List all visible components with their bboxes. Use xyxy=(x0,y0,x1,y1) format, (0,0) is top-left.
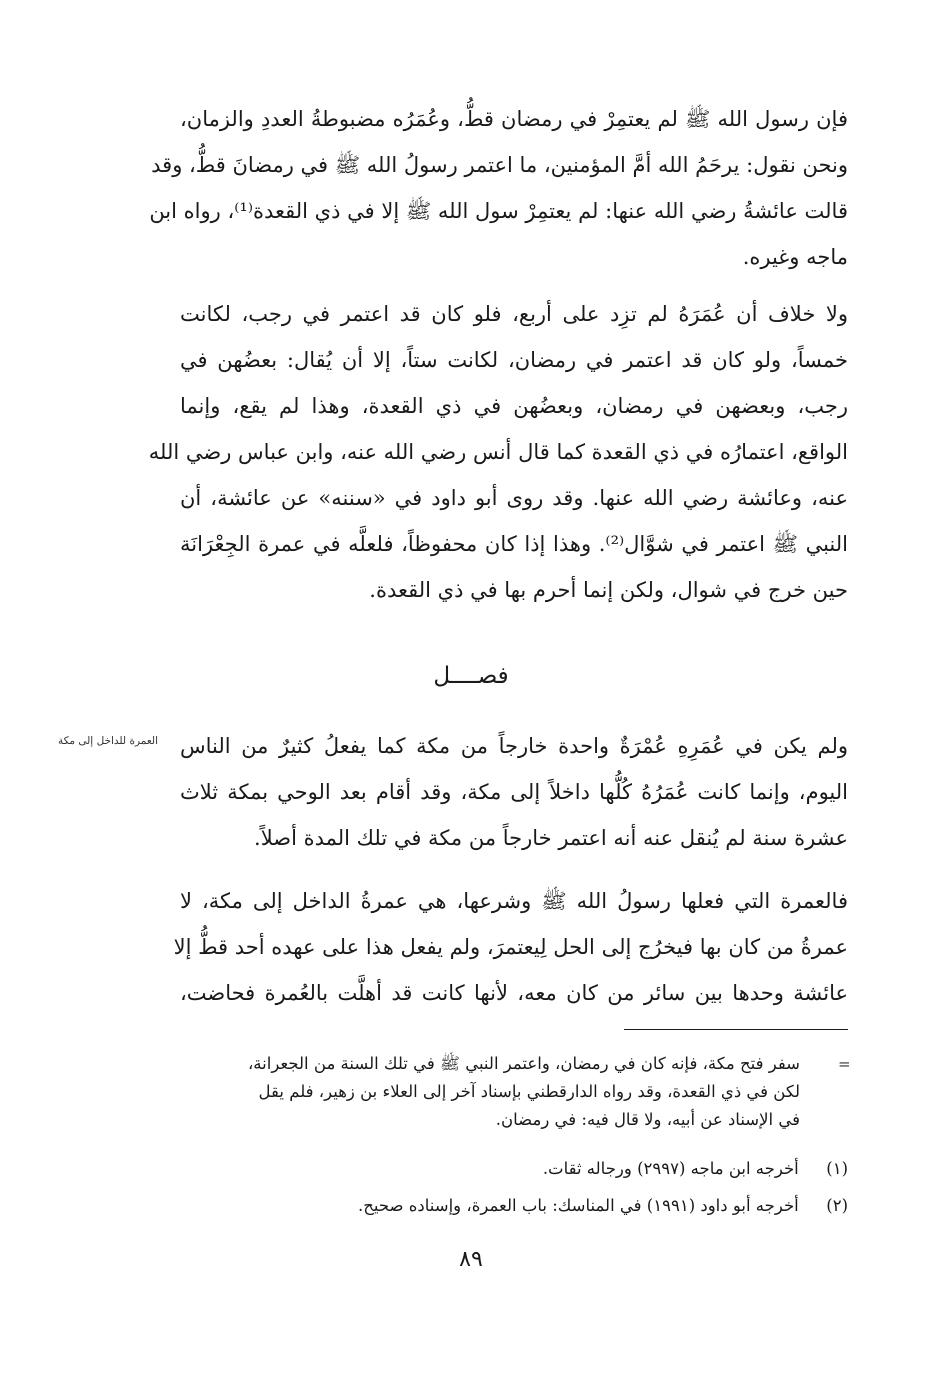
footnote-number: (١) xyxy=(826,1159,848,1178)
text-line: رجب، وبعضهن في رمضان، وبعضُهن في ذي القعدة، وهذا لم يقع، وإنما xyxy=(180,394,848,418)
text-line: ولا خلاف أن عُمَرَهُ لم تزِد على أربع، فلو كان قد اعتمر في رجب، لكانت xyxy=(180,302,848,326)
paragraph-2 xyxy=(148,291,848,613)
footnote-divider xyxy=(624,1029,848,1030)
text-line: قالت عائشةُ رضي الله عنها: لم يعتمِرْ سول الله ﷺ إلا في ذي القعدة⁽¹⁾، رواه ابن xyxy=(149,199,848,223)
footnote-text: أخرجه ابن ماجه (٢٩٩٧) ورجاله ثقات. xyxy=(542,1159,799,1178)
footnote-1 xyxy=(180,1155,848,1183)
text-line: ماجه وغيره. xyxy=(742,245,848,269)
text-line: عمرةُ من كان بها فيخرُج إلى الحل لِيعتمرَ، ولم يفعل هذا على عهده أحد قطُّ إلا xyxy=(173,935,848,959)
text-line: عشرة سنة لم يُنقل عنه أنه اعتمر خارجاً من مكة في تلك المدة أصلاً. xyxy=(254,826,848,850)
text-line: فإن رسول الله ﷺ لم يعتمِرْ في رمضان قطُّ، وعُمَرُه مضبوطةُ العددِ والزمان، xyxy=(180,107,848,131)
text-line: عائشة وحدها بين سائر من كان معه، لأنها كانت قد أهلَّت بالعُمرة فحاضت، xyxy=(180,981,848,1005)
text-line: الواقع، اعتمارُه في ذي القعدة كما قال أنس رضي الله عنه، وابن عباس رضي الله xyxy=(148,440,848,464)
footnote-line: في الإسناد عن أبيه، ولا قال فيه: في رمضان. xyxy=(495,1110,800,1129)
paragraph-1 xyxy=(149,96,848,280)
text-line: عنه، وعائشة رضي الله عنها. وقد روى أبو داود في «سننه» عن عائشة، أن xyxy=(180,486,848,510)
footnote-text: أخرجه أبو داود (١٩٩١) في المناسك: باب العمرة، وإسناده صحيح. xyxy=(357,1196,799,1215)
paragraph-3 xyxy=(180,723,848,861)
footnote-2 xyxy=(180,1192,848,1220)
text-line: ولم يكن في عُمَرِهِ عُمْرَةٌ واحدة خارجاً من مكة كما يفعلُ كثيرٌ من الناس xyxy=(180,734,848,758)
text-line: فالعمرة التي فعلها رسولُ الله ﷺ وشرعها، هي عمرةُ الداخل إلى مكة، لا xyxy=(180,889,848,913)
footnote-continuation-marker: = xyxy=(838,1055,851,1073)
margin-note: العمرة للداخل إلى مكة xyxy=(57,735,158,747)
footnote-continuation xyxy=(180,1050,800,1134)
paragraph-4 xyxy=(173,878,848,1016)
text-line: حين خرج في شوال، ولكن إنما أحرم بها في ذي القعدة. xyxy=(369,578,848,602)
text-line: اليوم، وإنما كانت عُمَرُهُ كُلُّها داخلاً إلى مكة، وقد أقام بعد الوحي بمكة ثلاث xyxy=(180,780,848,804)
footnote-number: (٢) xyxy=(826,1196,848,1215)
text-line: النبي ﷺ اعتمر في شوَّال⁽²⁾. وهذا إذا كان محفوظاً، فلعلَّه في عمرة الجِعْرَانَة xyxy=(180,532,848,556)
footnote-line: سفر فتح مكة، فإنه كان في رمضان، واعتمر النبي ﷺ في تلك السنة من الجعرانة، xyxy=(247,1054,800,1073)
page-number: ٨٩ xyxy=(459,1247,483,1272)
text-line: ونحن نقول: يرحَمُ الله أمَّ المؤمنين، ما اعتمر رسولُ الله ﷺ في رمضانَ قطُّ، وقد xyxy=(151,153,848,177)
section-heading: فصــــل xyxy=(433,663,509,689)
footnote-line: لكن في ذي القعدة، وقد رواه الدارقطني بإسناد آخر إلى العلاء بن زهير، فلم يقل xyxy=(258,1082,800,1101)
text-line: خمساً، ولو كان قد اعتمر في رمضان، لكانت ستاً، إلا أن يُقال: بعضُهن في xyxy=(180,348,848,372)
